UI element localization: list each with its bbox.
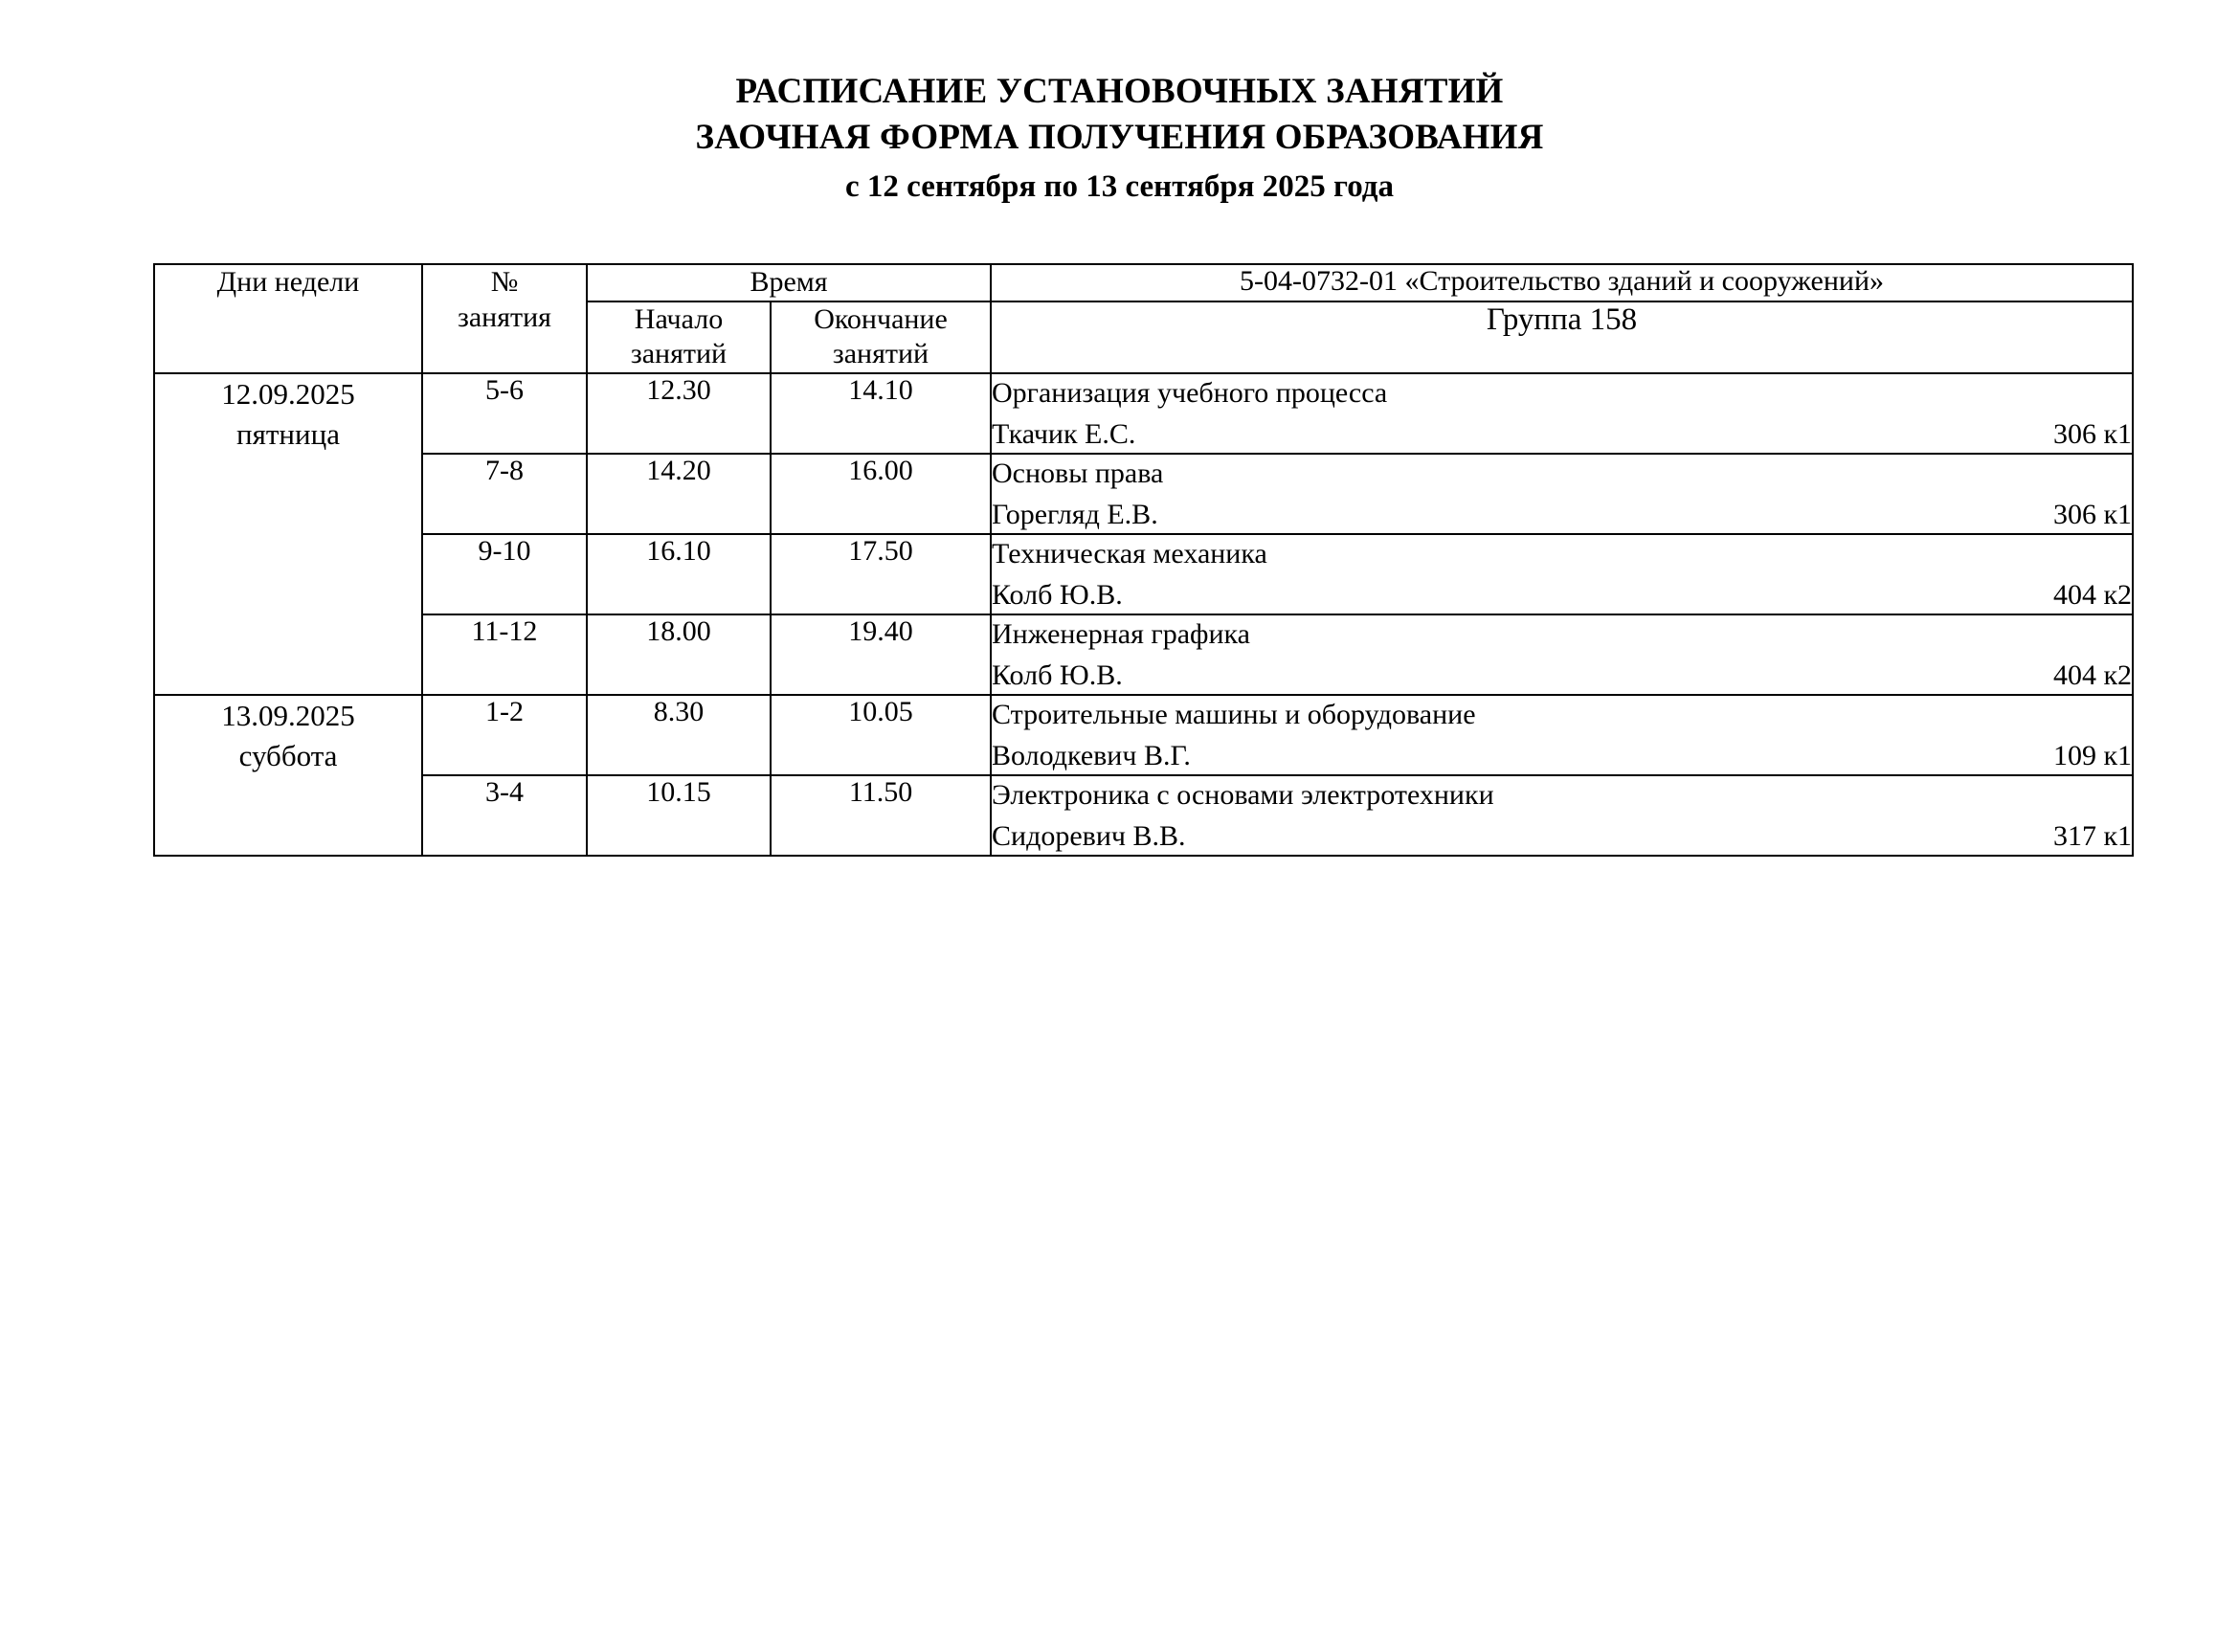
- table-header-row-1: [154, 264, 2133, 301]
- lesson-end: 10.05: [771, 695, 991, 775]
- room-number: 306 к1: [2052, 417, 2133, 450]
- page-title-line-1: РАСПИСАНИЕ УСТАНОВОЧНЫХ ЗАНЯТИЙ: [735, 72, 1504, 111]
- lesson-start: 16.10: [587, 534, 771, 614]
- lesson-details: [991, 614, 2133, 695]
- subject-name: Организация учебного процесса: [992, 376, 1388, 409]
- lesson-end: 19.40: [771, 614, 991, 695]
- day-date: 12.09.2025: [221, 376, 355, 411]
- lesson-details: [991, 454, 2133, 534]
- table-row: [154, 614, 2133, 695]
- lesson-end: 17.50: [771, 534, 991, 614]
- schedule-table: [153, 263, 2134, 857]
- lesson-start: 12.30: [587, 373, 771, 454]
- teacher-name: Горегляд Е.В.: [992, 498, 1158, 530]
- column-header-group: Группа 158: [991, 301, 2133, 373]
- page-title-line-2: ЗАОЧНАЯ ФОРМА ПОЛУЧЕНИЯ ОБРАЗОВАНИЯ: [695, 118, 1544, 158]
- teacher-name: Володкевич В.Г.: [992, 739, 1191, 771]
- room-number: 306 к1: [2052, 498, 2133, 530]
- column-header-lesson-number-line2: занятия: [458, 301, 551, 333]
- teacher-name: Ткачик Е.С.: [992, 417, 1136, 450]
- lesson-details: [991, 775, 2133, 856]
- column-header-time: Время: [587, 264, 991, 301]
- day-weekday: суббота: [238, 738, 338, 772]
- column-header-start-line1: Начало: [634, 302, 724, 335]
- room-number: 404 к2: [2052, 659, 2133, 691]
- table-row: [154, 534, 2133, 614]
- subject-name: Основы права: [992, 457, 1164, 489]
- lesson-number: 1-2: [422, 695, 587, 775]
- room-number: 404 к2: [2052, 578, 2133, 611]
- page-subtitle-dates: с 12 сентября по 13 сентября 2025 года: [845, 169, 1394, 205]
- day-weekday: пятница: [236, 416, 340, 451]
- teacher-room-line: [992, 415, 2132, 453]
- lesson-number: 9-10: [422, 534, 587, 614]
- lesson-number: 5-6: [422, 373, 587, 454]
- teacher-name: Колб Ю.В.: [992, 578, 1123, 611]
- teacher-room-line: [992, 576, 2132, 614]
- column-header-specialty: 5-04-0732-01 «Строительство зданий и сооружений»: [991, 264, 2133, 301]
- teacher-room-line: [992, 496, 2132, 533]
- lesson-details: [991, 695, 2133, 775]
- document-page: [0, 69, 2239, 1652]
- lesson-number: 7-8: [422, 454, 587, 534]
- lesson-start: 14.20: [587, 454, 771, 534]
- lesson-end: 14.10: [771, 373, 991, 454]
- day-cell-friday: [154, 373, 422, 695]
- column-header-end: [771, 301, 991, 373]
- column-header-end-line1: Окончание: [814, 302, 948, 335]
- lesson-start: 8.30: [587, 695, 771, 775]
- teacher-room-line: [992, 737, 2132, 774]
- table-row: [154, 775, 2133, 856]
- column-header-end-line2: занятий: [832, 338, 929, 370]
- teacher-room-line: [992, 657, 2132, 694]
- document-header: [0, 69, 2239, 208]
- lesson-number: 11-12: [422, 614, 587, 695]
- schedule-table-container: [0, 263, 2239, 857]
- column-header-days: Дни недели: [154, 264, 422, 373]
- day-date: 13.09.2025: [221, 698, 355, 732]
- column-header-lesson-number: [422, 264, 587, 373]
- column-header-lesson-number-line1: №: [490, 266, 519, 299]
- lesson-number: 3-4: [422, 775, 587, 856]
- teacher-room-line: [992, 817, 2132, 855]
- subject-name: Инженерная графика: [992, 617, 1250, 650]
- lesson-details: [991, 534, 2133, 614]
- subject-name: Строительные машины и оборудование: [992, 698, 1476, 730]
- room-number: 317 к1: [2052, 819, 2133, 852]
- subject-name: Электроника с основами электротехники: [992, 778, 1494, 811]
- table-row: [154, 695, 2133, 775]
- lesson-end: 16.00: [771, 454, 991, 534]
- day-cell-saturday: [154, 695, 422, 856]
- lesson-end: 11.50: [771, 775, 991, 856]
- room-number: 109 к1: [2052, 739, 2133, 771]
- lesson-start: 18.00: [587, 614, 771, 695]
- teacher-name: Сидоревич В.В.: [992, 819, 1186, 852]
- column-header-start-line2: занятий: [630, 338, 728, 370]
- table-row: [154, 373, 2133, 454]
- column-header-start: [587, 301, 771, 373]
- lesson-details: [991, 373, 2133, 454]
- teacher-name: Колб Ю.В.: [992, 659, 1123, 691]
- lesson-start: 10.15: [587, 775, 771, 856]
- table-row: [154, 454, 2133, 534]
- subject-name: Техническая механика: [992, 537, 1267, 569]
